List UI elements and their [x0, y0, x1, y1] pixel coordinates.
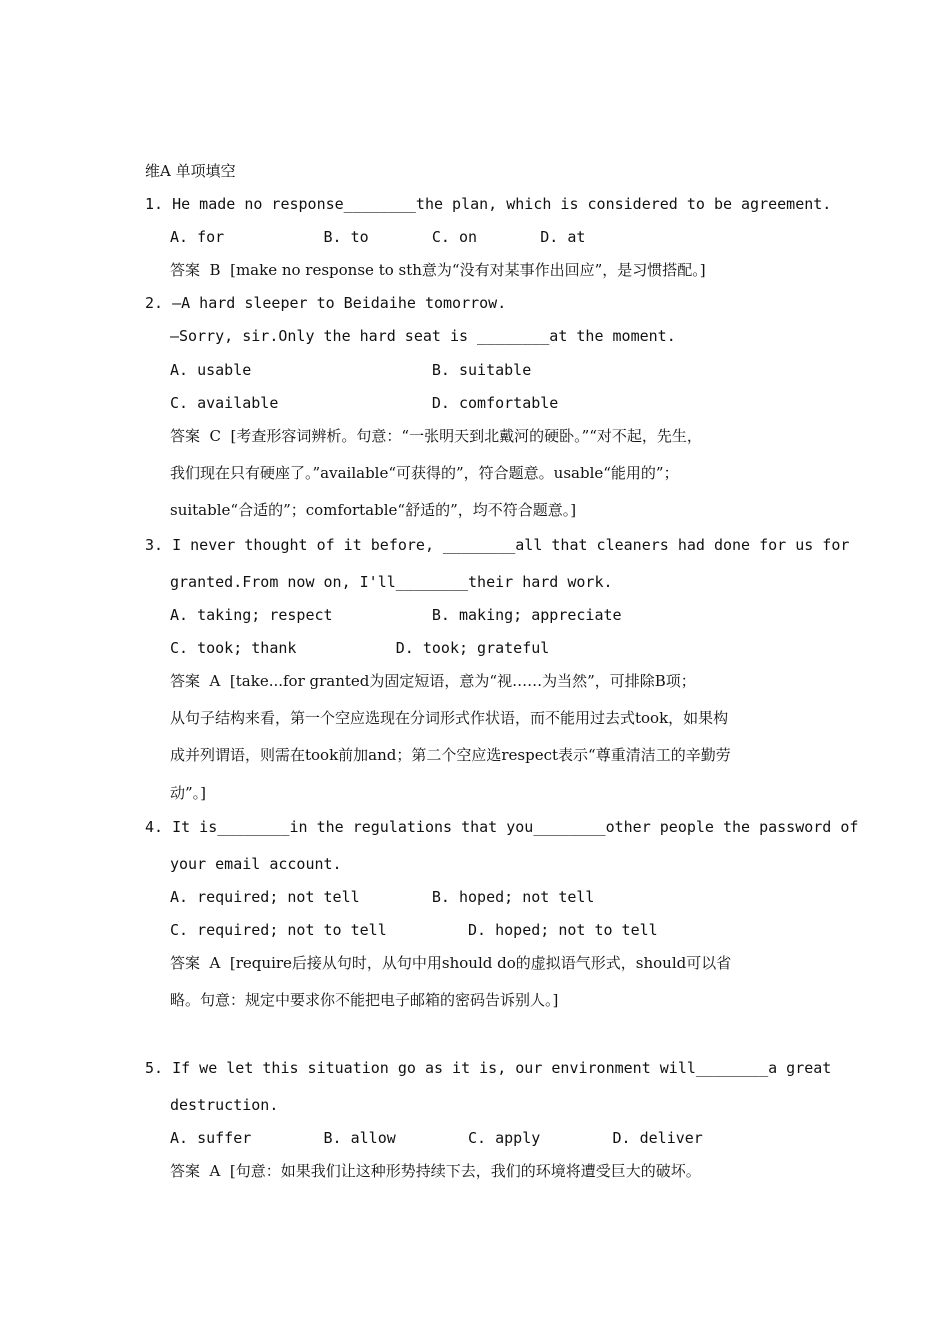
q2-options-row2: C. available D. comfortable — [170, 394, 559, 412]
q5-options: A. suffer B. allow C. apply D. deliver — [170, 1129, 703, 1147]
section-title: 维A 单项填空 — [145, 162, 236, 180]
q4-stem-line2: your email account. — [170, 855, 342, 873]
q3-answer-line4: 动”。] — [170, 784, 207, 802]
q5-stem-line1: 5. If we let this situation go as it is, our environment will________a great — [145, 1059, 832, 1077]
q5-answer-line1: 答案 A [句意：如果我们让这种形势持续下去，我们的环境将遭受巨大的破坏。 — [170, 1162, 701, 1180]
q2-answer-line1: 答案 C [考查形容词辨析。句意：“一张明天到北戴河的硬卧。”“对不起，先生， — [170, 427, 702, 445]
q3-answer-line2: 从句子结构来看，第一个空应选现在分词形式作状语，而不能用过去式took，如果构 — [170, 709, 729, 727]
q4-options-row2: C. required; not to tell D. hoped; not to tell — [170, 921, 658, 939]
q3-options-row1: A. taking; respect B. making; appreciate — [170, 606, 622, 624]
q4-answer-line1: 答案 A [require后接从句时，从句中用should do的虚拟语气形式，should可以省 — [170, 954, 732, 972]
q3-answer-line3: 成并列谓语，则需在took前加and；第二个空应选respect表示“尊重清洁工的辛勤劳 — [170, 746, 731, 764]
q3-stem-line1: 3. I never thought of it before, ________all that cleaners had done for us for — [145, 536, 850, 554]
q3-answer-line1: 答案 A [take...for granted为固定短语，意为“视……为当然”，可排除B项； — [170, 672, 696, 690]
q1-options: A. for B. to C. on D. at — [170, 228, 586, 246]
q4-answer-line2: 略。句意：规定中要求你不能把电子邮箱的密码告诉别人。] — [170, 991, 559, 1009]
q5-stem-line2: destruction. — [170, 1096, 279, 1114]
q3-stem-line2: granted.From now on, I'll________their hard work. — [170, 573, 613, 591]
q3-options-row2: C. took; thank D. took; grateful — [170, 639, 550, 657]
q2-answer-line3: suitable“合适的”；comfortable“舒适的”，均不符合题意。] — [170, 501, 577, 519]
q2-stem-line1: 2. —A hard sleeper to Beidaihe tomorrow. — [145, 294, 507, 312]
q2-options-row1: A. usable B. suitable — [170, 361, 532, 379]
q4-options-row1: A. required; not tell B. hoped; not tell — [170, 888, 595, 906]
q4-stem-line1: 4. It is________in the regulations that you________other people the password of — [145, 818, 859, 836]
q2-answer-line2: 我们现在只有硬座了。”available“可获得的”，符合题意。usable“能用的”； — [170, 464, 679, 482]
q2-stem-line2: —Sorry, sir.Only the hard seat is ________at the moment. — [170, 327, 676, 345]
q1-answer: 答案 B [make no response to sth意为“没有对某事作出回应”，是习惯搭配。] — [170, 261, 706, 279]
q1-stem: 1. He made no response________the plan, which is considered to be agreement. — [145, 195, 832, 213]
